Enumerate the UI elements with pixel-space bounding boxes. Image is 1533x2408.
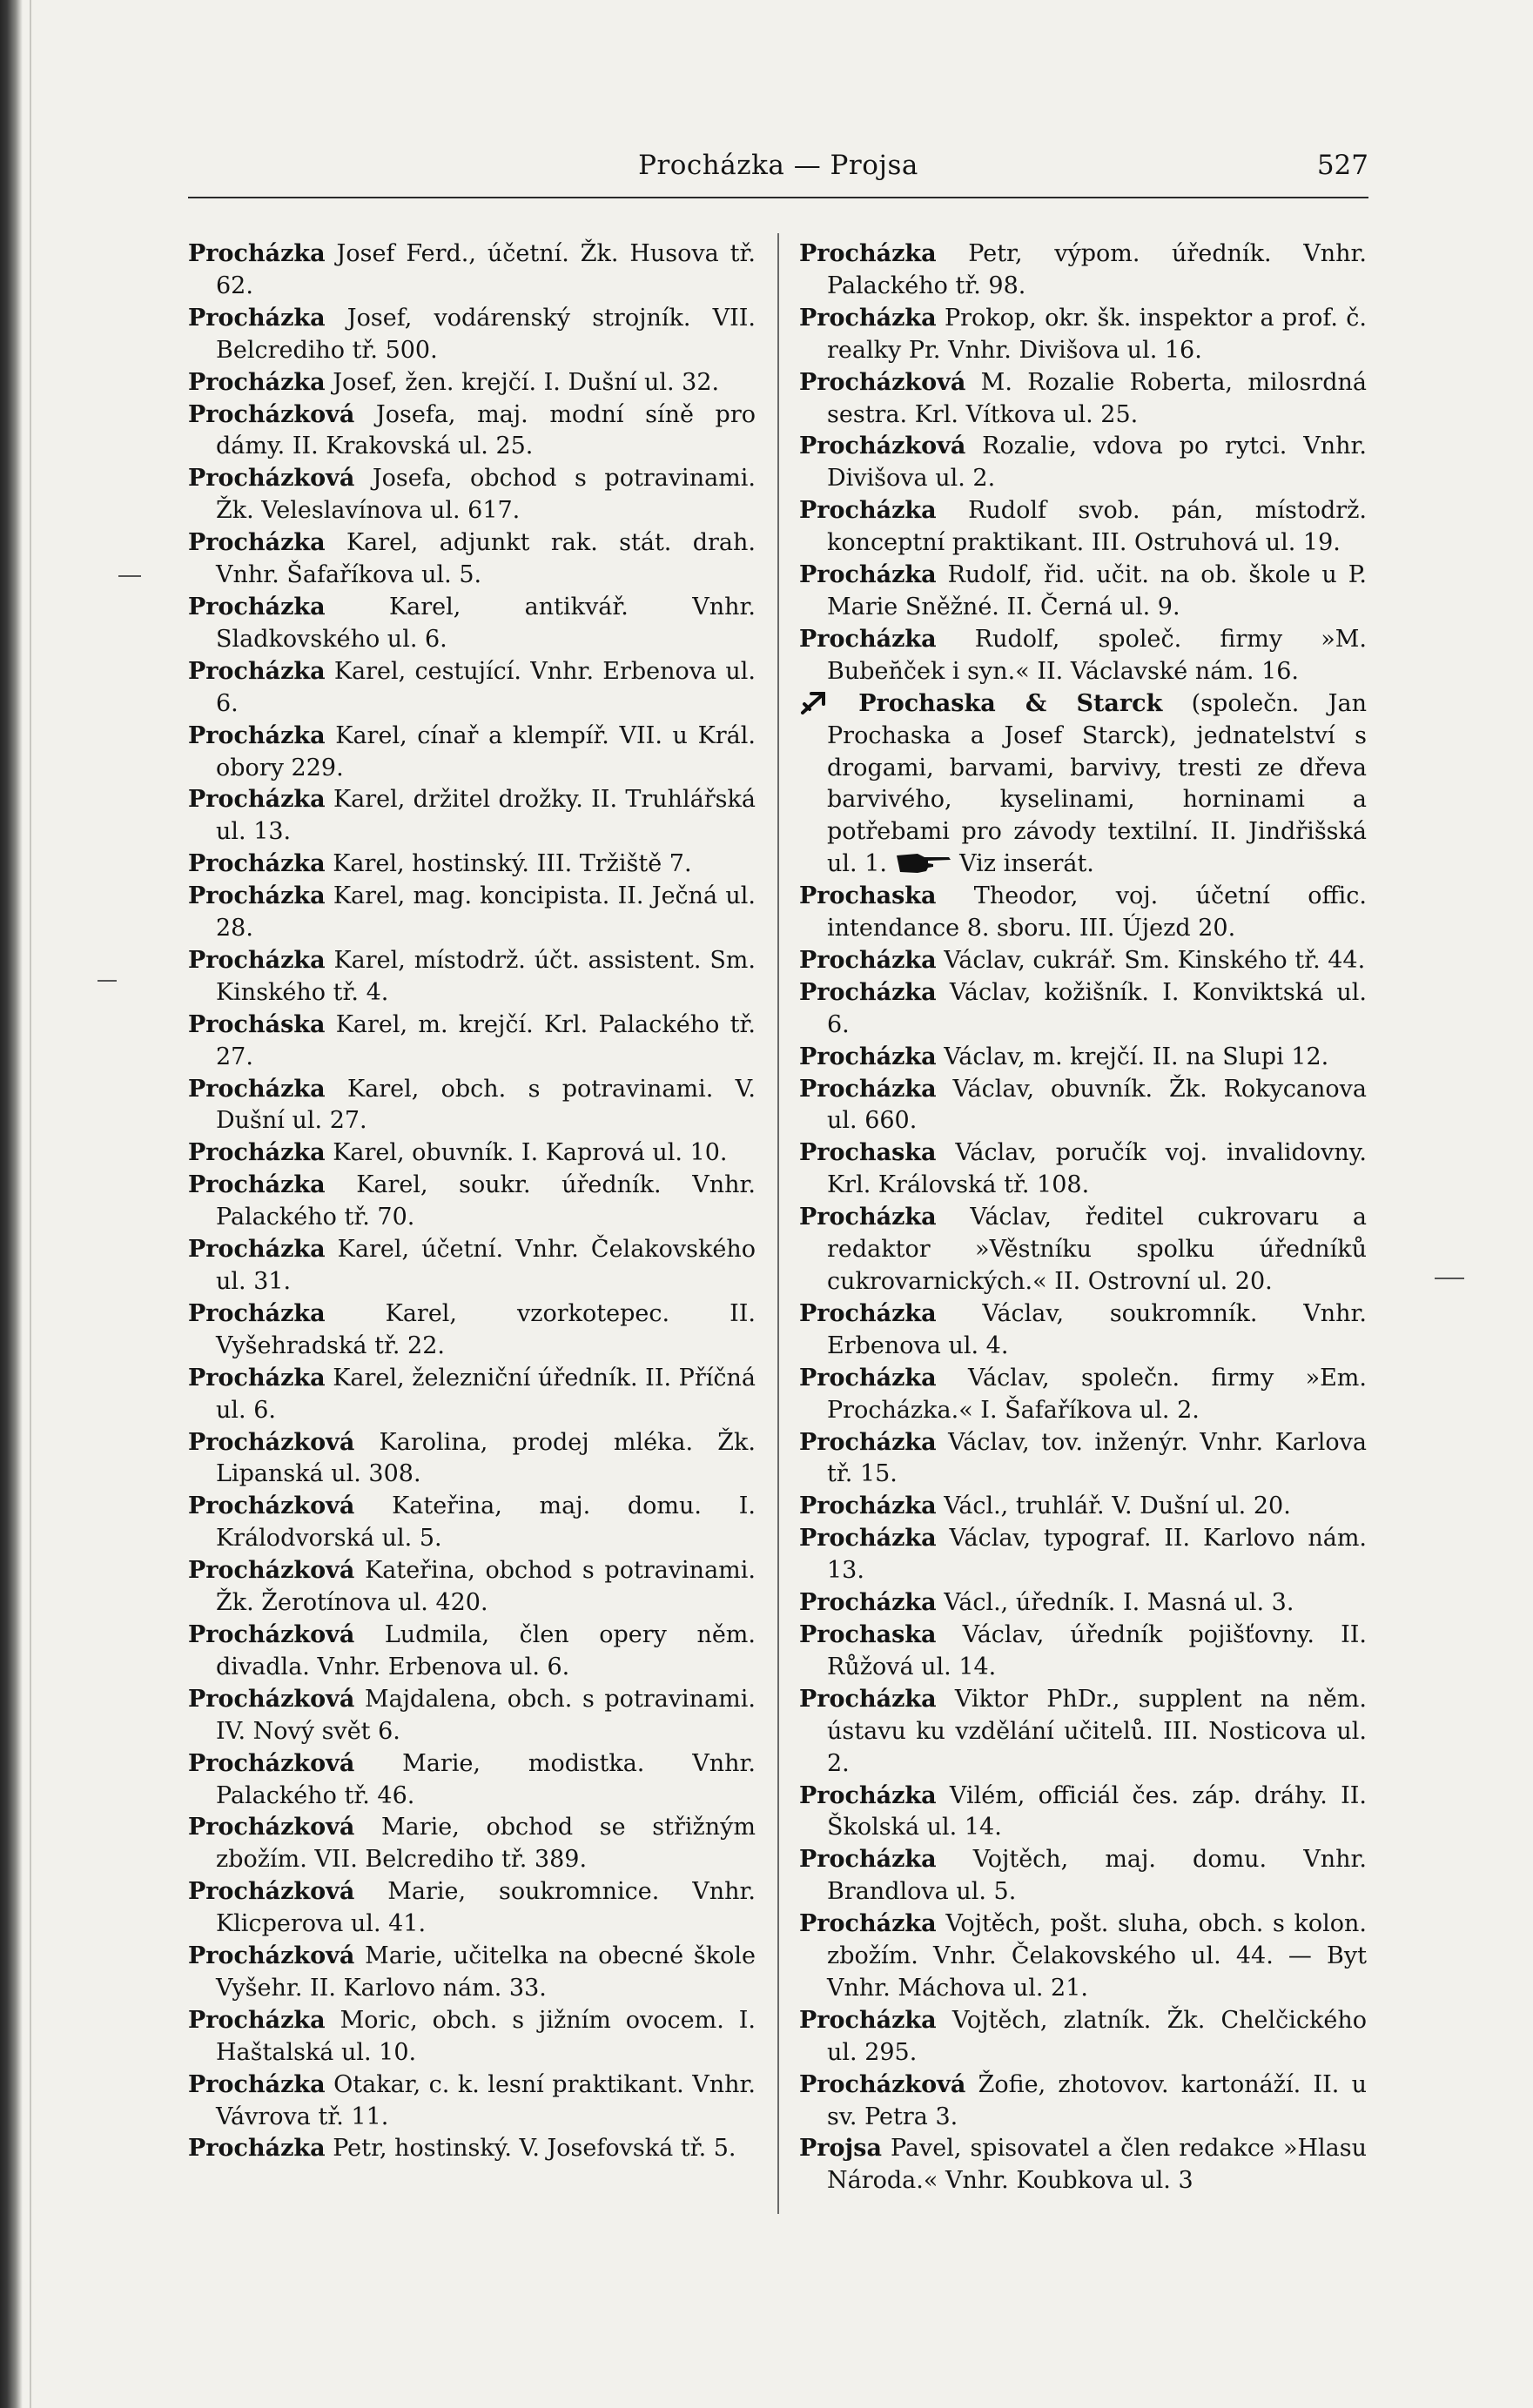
entry-surname: Procházka: [188, 240, 326, 267]
directory-entry: [188, 367, 756, 399]
entry-advert-note: Viz inserát.: [951, 850, 1094, 878]
entry-surname: Procházka: [188, 2006, 326, 2034]
directory-entry: [799, 367, 1367, 432]
entry-details: Žofie, zhotovov. kartonáží. II. u sv. Petra 3.: [827, 2070, 1367, 2130]
entry-surname: Procházka: [799, 2006, 937, 2034]
entry-surname: Procházka: [188, 529, 326, 557]
entry-details: Václav, soukromník. Vnhr. Erbenova ul. 4.: [827, 1299, 1367, 1359]
pointer-arrow-icon: [799, 690, 829, 714]
entry-surname: Prochaska: [799, 882, 937, 910]
entry-details: Marie, modistka. Vnhr. Palackého tř. 46.: [216, 1749, 756, 1809]
entry-surname: Procházková: [188, 1942, 355, 1970]
entry-surname: Procházka: [799, 1685, 937, 1713]
entry-details: Moric, obch. s jižním ovocem. I. Haštalská ul. 10.: [216, 2006, 756, 2066]
entry-details: Václav, ředitel cukrovaru a redaktor »Věstníku spolku úředníků cukrovarnických.« II. Ostrovní ul. 20.: [827, 1204, 1367, 1295]
entry-surname: Procházka: [799, 946, 937, 974]
entry-surname: Procházka: [799, 1364, 937, 1392]
entry-details: Václav, kožišník. I. Konviktská ul. 6.: [827, 978, 1367, 1038]
entry-surname: Procházka: [188, 304, 326, 332]
directory-entry: [799, 238, 1367, 303]
entry-details: Josef, žen. krejčí. I. Dušní ul. 32.: [325, 368, 720, 396]
entry-details: Marie, učitelka na obecné škole Vyšehr. II. Karlovo nám. 33.: [216, 1942, 756, 2002]
directory-entry: [799, 495, 1367, 560]
page-header: [188, 146, 1368, 197]
entry-details: Vojtěch, zlatník. Žk. Chelčického ul. 295.: [827, 2006, 1367, 2066]
directory-entry: [799, 1781, 1367, 1845]
running-head: Procházka — Projsa: [638, 150, 918, 181]
entry-surname: Procházka: [799, 1910, 937, 1938]
directory-entry: [188, 849, 756, 881]
directory-entry: [799, 2069, 1367, 2134]
entry-surname: Prochaska: [799, 1139, 937, 1167]
entry-details: Václav, tov. inženýr. Vnhr. Karlova tř. 15.: [827, 1428, 1367, 1488]
entry-details: Josefa, maj. modní síně pro dámy. II. Krakovská ul. 25.: [216, 400, 756, 460]
entry-surname: Procházková: [799, 368, 966, 396]
entry-surname: Procházka: [188, 2135, 326, 2163]
entry-surname: Prochaska & Starck: [829, 689, 1163, 717]
directory-entry: [188, 1620, 756, 1684]
directory-entry: [799, 1363, 1367, 1427]
entry-details: Karel, cestující. Vnhr. Erbenova ul. 6.: [216, 657, 756, 717]
entry-details: Václav, úředník pojišťovny. II. Růžová ul. 14.: [827, 1620, 1367, 1680]
entry-surname: Procházka: [799, 1846, 937, 1874]
directory-entry: [188, 1363, 756, 1427]
entry-details: Karel, soukr. úředník. Vnhr. Palackého tř. 70.: [216, 1171, 756, 1231]
entry-details: Karel, hostinský. III. Tržiště 7.: [325, 850, 692, 878]
directory-entry: [188, 1491, 756, 1555]
entry-details: Karel, antikvář. Vnhr. Sladkovského ul. 6.: [216, 593, 756, 653]
directory-entry: [188, 656, 756, 721]
entry-details: (společn. Jan Prochaska a Josef Starck), jednatelství s drogami, barvami, barvivy, tresti ze dřeva barvivého, kyselinami, horninami a potřebami pro závody textilní. II. Jindřišská ul. 1.: [827, 689, 1367, 878]
entry-details: Václav, typograf. II. Karlovo nám. 13.: [827, 1525, 1367, 1585]
margin-dash: [118, 575, 141, 577]
directory-entry: [188, 1684, 756, 1748]
directory-entry: [188, 2069, 756, 2134]
directory-entry: [799, 2133, 1367, 2197]
directory-entry: [799, 945, 1367, 977]
entry-details: Karolina, prodej mléka. Žk. Lipanská ul. 308.: [216, 1428, 756, 1488]
entry-details: Josefa, obchod s potravinami. Žk. Veleslavínova ul. 617.: [216, 465, 756, 525]
directory-entry: [799, 1523, 1367, 1587]
entry-details: Karel, adjunkt rak. stát. drah. Vnhr. Šafaříkova ul. 5.: [216, 529, 756, 589]
margin-dash: [1435, 1278, 1464, 1279]
entry-details: Theodor, voj. účetní offic. intendance 8. sboru. III. Újezd 20.: [827, 882, 1367, 942]
entry-details: Otakar, c. k. lesní praktikant. Vnhr. Vávrova tř. 11.: [216, 2070, 756, 2130]
entry-details: Václav, poručík voj. invalidovny. Krl. Královská tř. 108.: [827, 1139, 1367, 1199]
directory-entry: [799, 1074, 1367, 1138]
entry-surname: Procházková: [188, 1428, 355, 1456]
directory-entry: [188, 1941, 756, 2005]
directory-entry: [188, 303, 756, 367]
column-divider: [777, 233, 779, 2214]
entry-surname: Procházková: [188, 1749, 355, 1777]
right-column: [799, 238, 1367, 2197]
directory-entry: [188, 1009, 756, 1074]
entry-details: Marie, soukromnice. Vnhr. Klicperova ul. 41.: [216, 1878, 756, 1938]
entry-surname: Procházka: [799, 304, 937, 332]
entry-surname: Projsa: [799, 2135, 883, 2163]
entry-surname: Procházka: [188, 1075, 326, 1103]
entry-surname: Procházka: [799, 1589, 937, 1617]
entry-surname: Procházka: [799, 1299, 937, 1327]
entry-surname: Procházka: [799, 978, 937, 1006]
entry-details: Rudolf, řid. učit. na ob. škole u P. Marie Sněžné. II. Černá ul. 9.: [827, 561, 1367, 620]
directory-entry: [188, 2005, 756, 2069]
directory-entry: [188, 1234, 756, 1298]
entry-details: Viktor PhDr., supplent na něm. ústavu ku vzdělání učitelů. III. Nosticova ul. 2.: [827, 1685, 1367, 1777]
entry-details: Karel, obuvník. I. Kaprová ul. 10.: [325, 1139, 728, 1167]
directory-entry: [799, 1042, 1367, 1074]
entry-details: Václav, obuvník. Žk. Rokycanova ul. 660.: [827, 1075, 1367, 1135]
entry-surname: Procházka: [188, 2070, 326, 2098]
directory-entry: [188, 238, 756, 303]
entry-details: Vilém, officiál čes. záp. dráhy. II. Školská ul. 14.: [827, 1781, 1367, 1841]
entry-surname: Procházka: [799, 1492, 937, 1520]
entry-details: M. Rozalie Roberta, milosrdná sestra. Krl. Vítkova ul. 25.: [827, 368, 1367, 428]
entry-surname: Procházková: [799, 433, 966, 460]
directory-entry: [799, 1620, 1367, 1684]
directory-entry: [799, 1491, 1367, 1523]
page-margin-line: [30, 0, 31, 2408]
entry-details: Pavel, spisovatel a člen redakce »Hlasu Národa.« Vnhr. Koubkova ul. 3: [827, 2135, 1367, 2195]
entry-details: Marie, obchod se střižným zbožím. VII. Belcrediho tř. 389.: [216, 1814, 756, 1874]
entry-details: Rozalie, vdova po rytci. Vnhr. Divišova ul. 2.: [827, 433, 1367, 493]
entry-details: Václ., truhlář. V. Dušní ul. 20.: [936, 1492, 1291, 1520]
entry-details: Josef Ferd., účetní. Žk. Husova tř. 62.: [216, 240, 756, 299]
directory-entry: [188, 721, 756, 785]
entry-surname: Procházka: [799, 1075, 937, 1103]
directory-entry: [799, 1427, 1367, 1492]
directory-entry: [188, 592, 756, 656]
entry-surname: Procházka: [188, 368, 326, 396]
entry-surname: Procházka: [188, 1299, 326, 1327]
page-number: 527: [1316, 150, 1368, 181]
entry-surname: Procházka: [188, 1364, 326, 1392]
entry-surname: Procházková: [188, 465, 355, 493]
directory-entry: [799, 1202, 1367, 1298]
entry-surname: Procházka: [188, 946, 326, 974]
entry-surname: Procházková: [799, 2070, 966, 2098]
left-column: [188, 238, 756, 2165]
entry-surname: Procházka: [188, 786, 326, 814]
directory-entry: [188, 2133, 756, 2165]
entry-surname: Procházka: [188, 721, 326, 749]
directory-entry: [188, 1748, 756, 1813]
entry-details: Václ., úředník. I. Masná ul. 3.: [936, 1589, 1294, 1617]
entry-surname: Procházka: [799, 1781, 937, 1809]
entry-details: Karel, železniční úředník. II. Příčná ul. 6.: [216, 1364, 756, 1424]
directory-entry: [188, 1298, 756, 1363]
pointing-hand-icon: [895, 850, 952, 875]
directory-entry: [799, 624, 1367, 688]
header-rule: [188, 197, 1368, 198]
directory-entry: [799, 977, 1367, 1042]
directory-entry: [188, 1170, 756, 1234]
entry-surname: Procházka: [799, 1525, 937, 1553]
entry-surname: Procházka: [799, 1204, 937, 1231]
entry-details: Rudolf svob. pán, místodrž. konceptní praktikant. III. Ostruhová ul. 19.: [827, 497, 1367, 557]
entry-details: Kateřina, maj. domu. I. Králodvorská ul. 5.: [216, 1492, 756, 1553]
directory-entry: [799, 1908, 1367, 2005]
entry-details: Karel, mag. koncipista. II. Ječná ul. 28.: [216, 882, 756, 942]
entry-surname: Procházka: [799, 240, 937, 267]
directory-entry: [799, 1684, 1367, 1781]
entry-surname: Procházková: [188, 1557, 355, 1585]
entry-details: Karel, držitel drožky. II. Truhlářská ul. 13.: [216, 786, 756, 846]
entry-details: Rudolf, společ. firmy »M. Buben̆ček i syn.« II. Václavské nám. 16.: [827, 625, 1367, 685]
entry-details: Josef, vodárenský strojník. VII. Belcrediho tř. 500.: [216, 304, 756, 364]
entry-details: Václav, cukrář. Sm. Kinského tř. 44.: [936, 946, 1366, 974]
entry-surname: Procházka: [188, 1171, 326, 1199]
directory-entry: [799, 1137, 1367, 1202]
directory-entry: [188, 463, 756, 527]
directory-entry: [188, 527, 756, 592]
entry-surname: Procházková: [188, 1814, 355, 1841]
directory-entry: [188, 399, 756, 464]
directory-entry: [799, 2005, 1367, 2069]
directory-entry: [799, 688, 1367, 881]
directory-entry: [188, 945, 756, 1009]
entry-surname: Prochaska: [799, 1620, 937, 1648]
entry-details: Karel, vzorkotepec. II. Vyšehradská tř. 22.: [216, 1299, 756, 1359]
entry-details: Karel, místodrž. účt. assistent. Sm. Kinského tř. 4.: [216, 946, 756, 1006]
entry-details: Karel, obch. s potravinami. V. Dušní ul. 27.: [216, 1075, 756, 1135]
entry-surname: Procházka: [188, 593, 326, 620]
entry-surname: Procházka: [188, 1139, 326, 1167]
directory-entry: [799, 431, 1367, 495]
entry-surname: Procházková: [188, 1878, 355, 1906]
directory-entry: [799, 1298, 1367, 1363]
entry-surname: Procházková: [188, 1620, 355, 1648]
entry-surname: Procházka: [188, 1236, 326, 1264]
directory-entry: [799, 560, 1367, 624]
directory-entry: [188, 784, 756, 849]
entry-details: Ludmila, člen opery něm. divadla. Vnhr. Erbenova ul. 6.: [216, 1620, 756, 1680]
entry-surname: Procházka: [799, 1043, 937, 1070]
directory-entry: [188, 1137, 756, 1170]
entry-details: Prokop, okr. šk. inspektor a prof. č. realky Pr. Vnhr. Divišova ul. 16.: [827, 304, 1367, 364]
margin-dash: [97, 980, 117, 982]
directory-entry: [188, 1555, 756, 1620]
entry-details: Petr, hostinský. V. Josefovská tř. 5.: [325, 2135, 736, 2163]
directory-entry: [799, 881, 1367, 945]
entry-details: Václav, m. krejčí. II. na Slupi 12.: [936, 1043, 1329, 1070]
directory-entry: [188, 1812, 756, 1876]
directory-entry: [799, 1587, 1367, 1620]
page-binding-edge: [0, 0, 23, 2408]
directory-entry: [799, 303, 1367, 367]
entry-surname: Procházka: [799, 625, 937, 653]
directory-entry: [799, 1844, 1367, 1908]
entry-surname: Procházková: [188, 1685, 355, 1713]
entry-details: Vojtěch, maj. domu. Vnhr. Brandlova ul. 5.: [827, 1846, 1367, 1906]
entry-surname: Procházka: [799, 497, 937, 525]
entry-details: Karel, m. krejčí. Krl. Palackého tř. 27.: [216, 1010, 756, 1070]
directory-entry: [188, 881, 756, 945]
entry-surname: Procházka: [799, 561, 937, 589]
directory-entry: [188, 1876, 756, 1941]
entry-details: Petr, výpom. úředník. Vnhr. Palackého tř. 98.: [827, 240, 1367, 299]
entry-surname: Procháska: [188, 1010, 326, 1038]
entry-details: Kateřina, obchod s potravinami. Žk. Žerotínova ul. 420.: [216, 1557, 756, 1617]
directory-entry: [188, 1074, 756, 1138]
entry-surname: Procházková: [188, 1492, 355, 1520]
entry-surname: Procházka: [799, 1428, 937, 1456]
entry-details: Vojtěch, pošt. sluha, obch. s kolon. zbožím. Vnhr. Čelakovského ul. 44. — Byt Vnhr. Máchova ul. 21.: [827, 1910, 1367, 2002]
entry-surname: Procházková: [188, 400, 355, 428]
entry-surname: Procházka: [188, 850, 326, 878]
entry-details: Karel, cínař a klempíř. VII. u Král. obory 229.: [216, 721, 756, 781]
entry-details: Václav, společn. firmy »Em. Procházka.« I. Šafaříkova ul. 2.: [827, 1364, 1367, 1424]
directory-entry: [188, 1427, 756, 1492]
entry-details: Karel, účetní. Vnhr. Čelakovského ul. 31.: [216, 1236, 756, 1295]
entry-surname: Procházka: [188, 657, 326, 685]
entry-details: Majdalena, obch. s potravinami. IV. Nový svět 6.: [216, 1685, 756, 1745]
entry-surname: Procházka: [188, 882, 326, 910]
